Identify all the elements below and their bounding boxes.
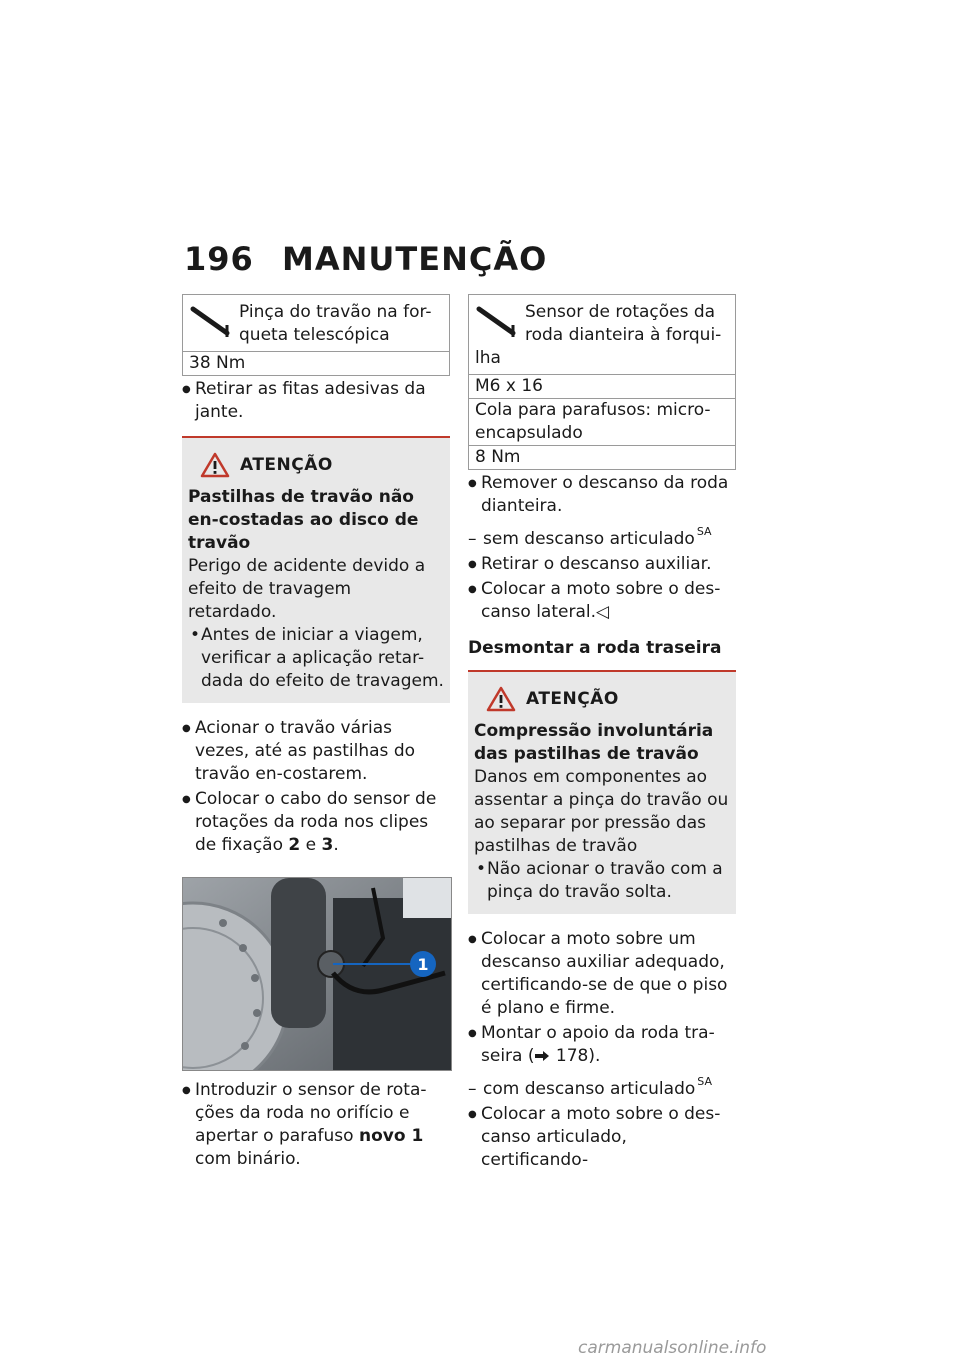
spec-value: M6 x 16: [469, 375, 736, 399]
spec-title: Sensor de rotações da roda dianteira à forqui-lha: [475, 302, 722, 368]
text: .: [333, 835, 339, 855]
right-column: [468, 294, 736, 1174]
end-mark-icon: ◁: [596, 602, 610, 622]
watermark: carmanualsonline.info: [578, 1338, 767, 1358]
spec-header: [183, 295, 450, 352]
warning-title: ATENÇÃO: [526, 689, 619, 709]
warning-box: [182, 436, 450, 703]
spec-value: 8 Nm: [469, 446, 736, 470]
spec-value: Cola para parafusos: micro-encapsulado: [469, 399, 736, 446]
text: sem descanso articulado: [483, 529, 695, 549]
torque-wrench-icon: [475, 303, 521, 341]
left-column: [182, 294, 450, 1173]
instruction-item: ● Retirar as fitas adesivas da jante.: [182, 378, 450, 424]
warning-text: Perigo de acidente devido a efeito de travagem retardado.: [188, 556, 426, 622]
torque-wrench-icon: [189, 303, 235, 341]
warning-triangle-icon: [200, 452, 230, 478]
instruction-item: ● Acionar o travão várias vezes, até as pastilhas do travão en-costarem.: [182, 717, 450, 786]
spec-title: Pinça do travão na for-queta telescópica: [239, 302, 432, 345]
page-number: 196: [184, 240, 254, 278]
wheel-sensor-photo: [182, 877, 452, 1071]
warning-header: [200, 452, 444, 478]
page-reference-arrow-icon: [534, 1050, 550, 1062]
page-header: [184, 240, 547, 278]
text: ).: [588, 1046, 601, 1066]
instruction-item: ● Colocar a moto sobre um descanso auxiliar adequado, certificando-se de que o piso é plano e firme.: [468, 928, 736, 1020]
part-reference: novo 1: [358, 1126, 424, 1146]
instruction-item: [468, 578, 736, 624]
spec-value: 38 Nm: [183, 352, 450, 376]
instruction-item: [182, 788, 450, 857]
text: Colocar o cabo do sensor de rotações da roda nos clipes de fixação: [195, 789, 437, 855]
text: Colocar a moto sobre o des-canso lateral.: [481, 579, 721, 622]
torque-spec-caliper: [182, 294, 450, 376]
warning-triangle-icon: [486, 686, 516, 712]
page-reference[interactable]: 178: [555, 1046, 589, 1066]
photo-callout-label: 1: [417, 955, 429, 974]
instruction-item: ● Colocar a moto sobre o des-canso articulado, certificando-: [468, 1103, 736, 1172]
warning-header: [486, 686, 730, 712]
condition-item: [468, 1070, 736, 1101]
page-title: MANUTENÇÃO: [282, 240, 548, 278]
spec-header: [469, 295, 736, 375]
instruction-item: ● Remover o descanso da roda dianteira.: [468, 472, 736, 518]
section-title: Desmontar a roda traseira: [468, 638, 722, 658]
condition-item: [468, 520, 736, 551]
warning-text: Danos em componentes ao assentar a pinça do travão ou ao separar por pressão das pastilhas de travão: [474, 767, 729, 856]
sa-marker: SA: [697, 1075, 712, 1088]
text: com descanso articulado: [483, 1079, 696, 1099]
warning-subtitle: Compressão involuntária das pastilhas de travão: [474, 721, 714, 764]
ref-number: 3: [321, 835, 334, 855]
warning-title: ATENÇÃO: [240, 455, 333, 475]
ref-number: 2: [288, 835, 301, 855]
instruction-item: ● Retirar o descanso auxiliar.: [468, 553, 736, 576]
instruction-item: [182, 1079, 450, 1171]
sa-marker: SA: [696, 525, 712, 538]
text: Montar o apoio da roda tra-seira (: [481, 1023, 715, 1066]
text: Introduzir o sensor de rota-ções da roda no orifício e apertar o parafuso: [195, 1080, 427, 1146]
warning-bullet: • Não acionar o travão com a pinça do travão solta.: [474, 858, 730, 904]
text: com binário.: [195, 1149, 301, 1169]
text: e: [300, 835, 322, 855]
torque-spec-sensor: [468, 294, 736, 470]
warning-box: [468, 670, 736, 914]
instruction-item: [468, 1022, 736, 1068]
warning-bullet: • Antes de iniciar a viagem, verificar a aplicação retar-dada do efeito de travagem.: [188, 624, 444, 693]
warning-subtitle: Pastilhas de travão não en-costadas ao disco de travão: [188, 487, 419, 553]
